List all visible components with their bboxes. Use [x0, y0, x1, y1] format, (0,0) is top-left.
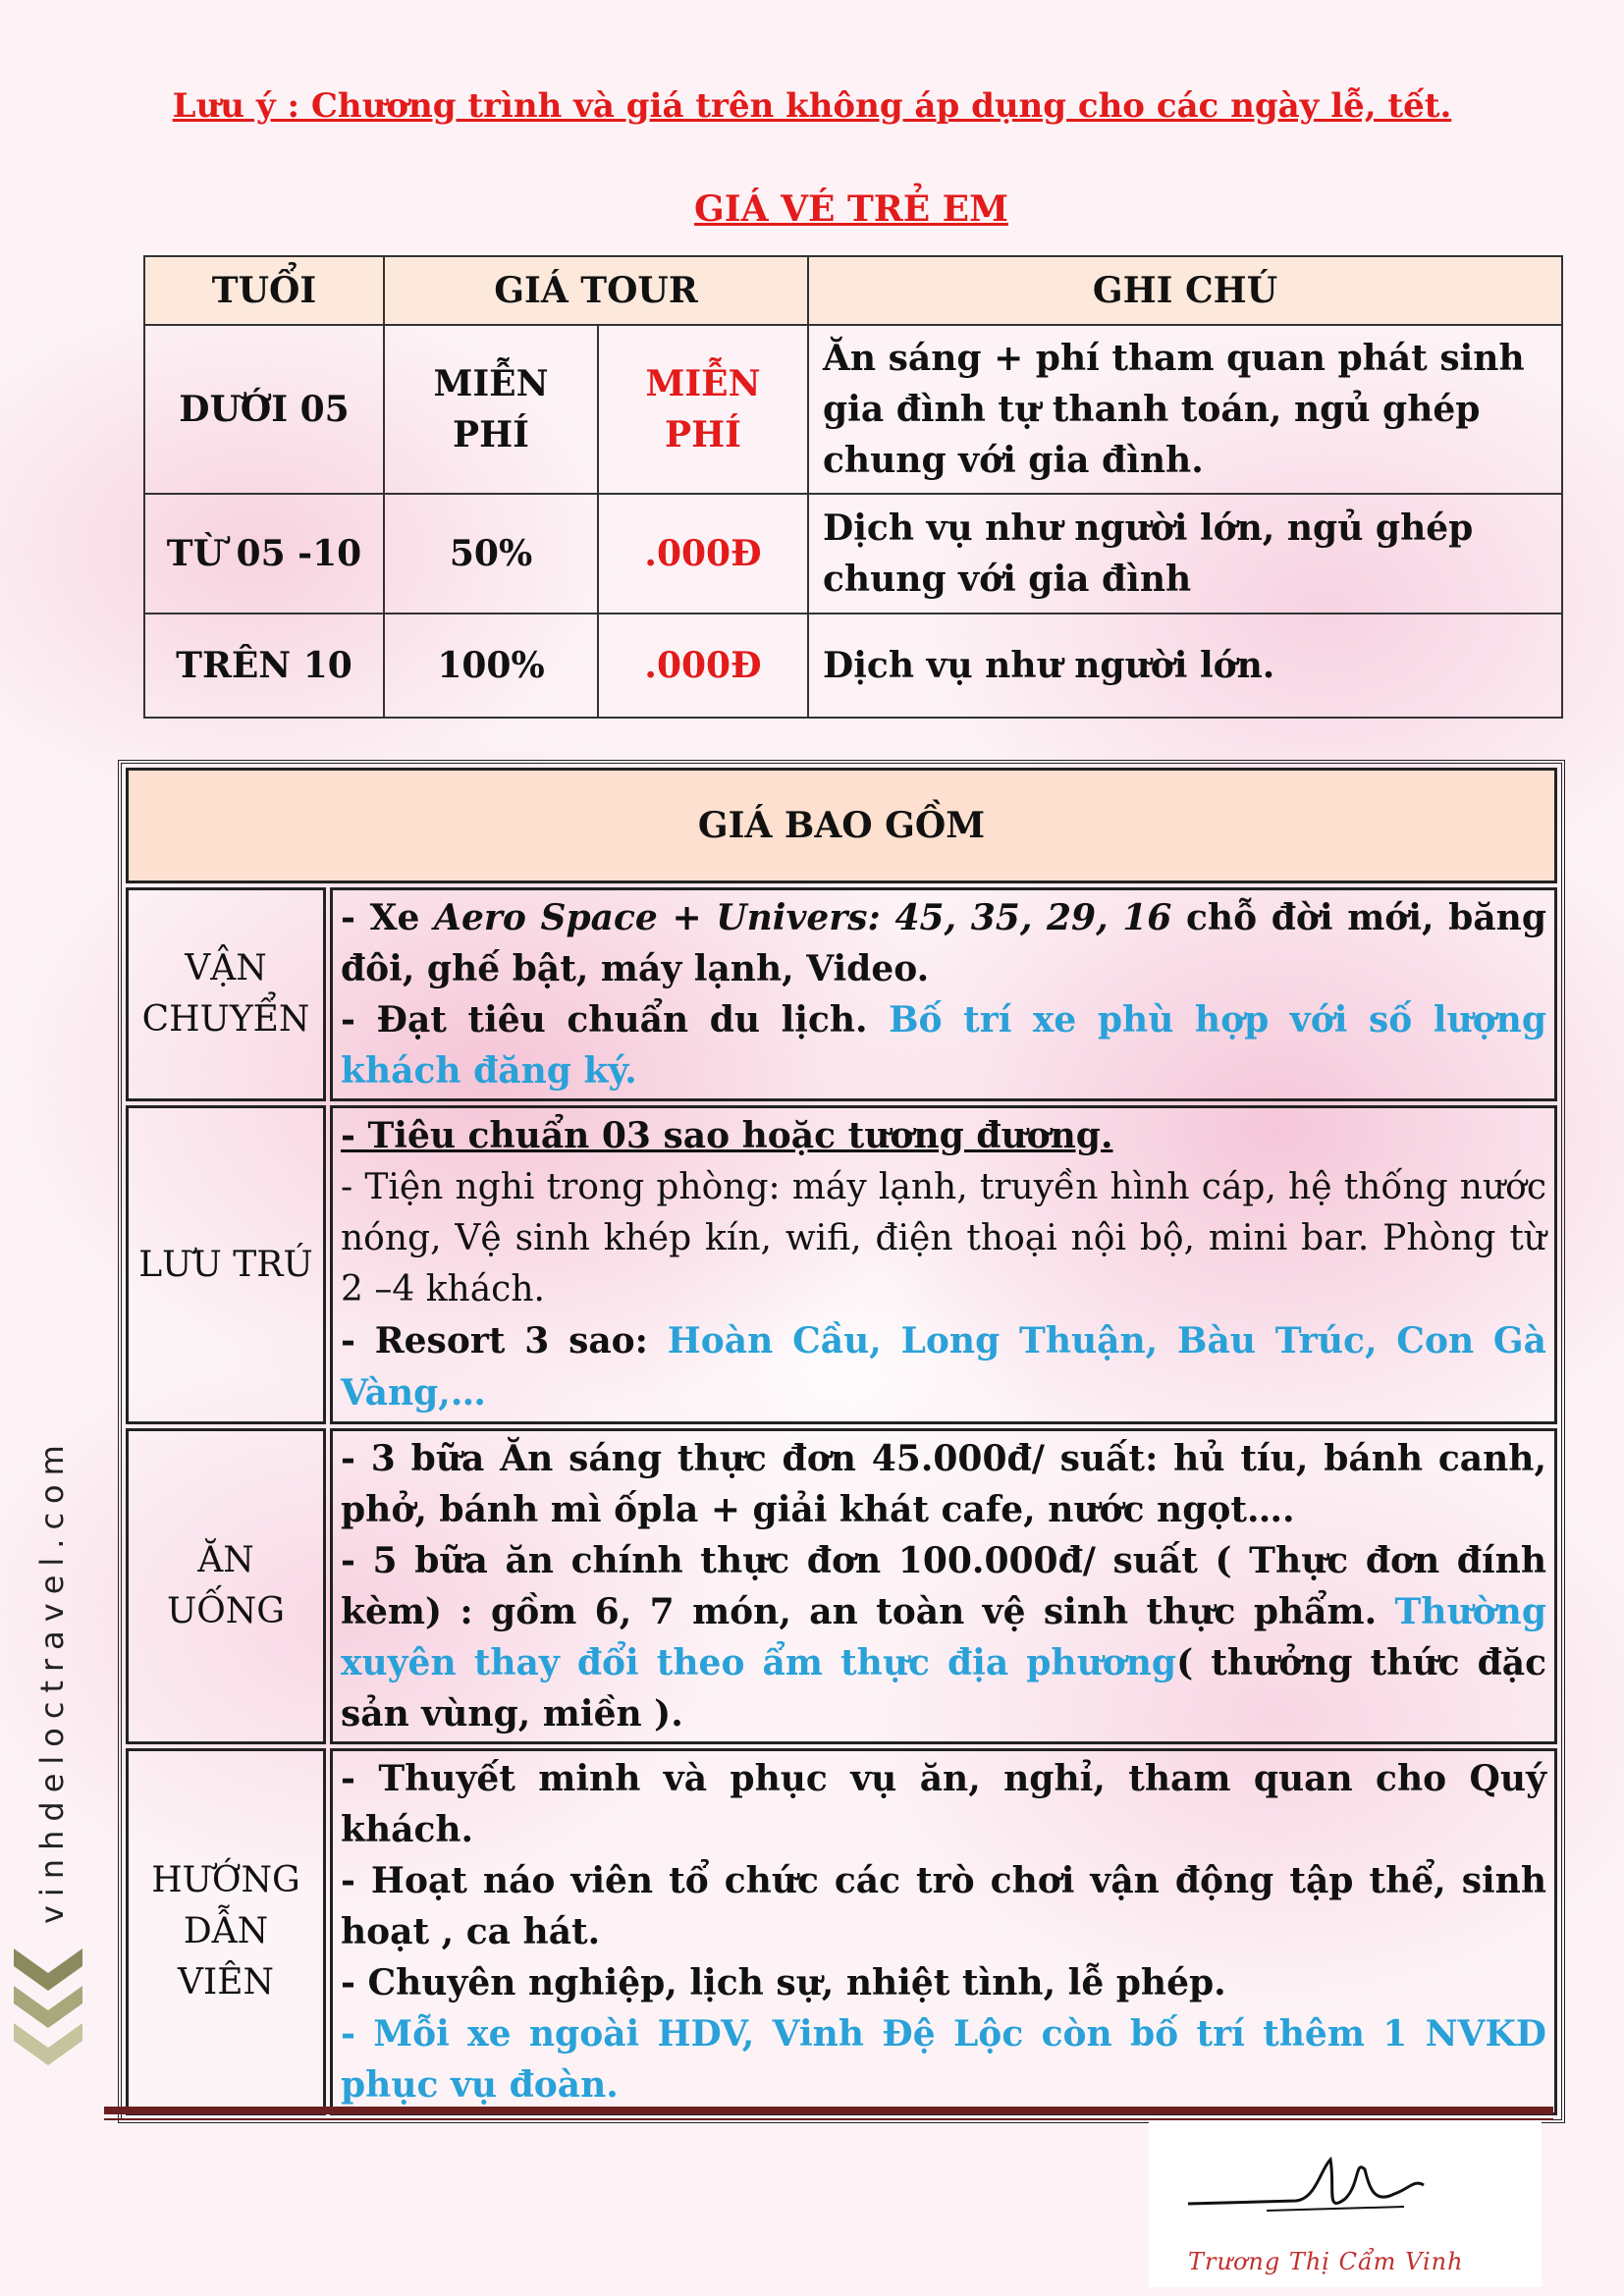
- guide-row: [126, 1748, 1557, 2115]
- lodging-label: [126, 1105, 326, 1424]
- lodging-standard: - Tiêu chuẩn 03 sao hoặc tương đương.: [341, 1115, 1113, 1156]
- footer-rule: [104, 2107, 1553, 2114]
- child-price-table: [143, 255, 1563, 719]
- price-cell: .000Đ: [598, 614, 808, 718]
- meals-content: [330, 1428, 1557, 1744]
- table-header-row: [144, 256, 1562, 325]
- meals-main-end: ( thưởng thức đặc sản vùng, miền ).: [341, 1642, 1546, 1735]
- guide-label-line: HƯỚNG: [151, 1860, 300, 1900]
- guide-item: - Chuyên nghiệp, lịch sự, nhiệt tình, lễ phép.: [341, 1962, 1226, 2003]
- transport-label-line: VẬN: [185, 948, 267, 988]
- header-age: TUỔI: [144, 256, 384, 325]
- signature-icon: [1149, 2120, 1542, 2248]
- meals-label-line: UỐNG: [166, 1591, 286, 1631]
- child-price-title: GIÁ VÉ TRẺ EM: [694, 188, 1008, 230]
- transport-label: [126, 887, 326, 1101]
- table-row: [144, 325, 1562, 494]
- chevron-decoration-icon: [14, 1939, 82, 2076]
- table-row: [144, 614, 1562, 718]
- rate-cell: 100%: [384, 614, 598, 718]
- guide-label: [126, 1748, 326, 2115]
- guide-label-line: DẪN: [183, 1911, 269, 1951]
- rate-cell: 50%: [384, 494, 598, 614]
- transport-text: chỗ đời mới, băng đôi, ghế bật, máy lạnh, Video.: [341, 897, 1546, 989]
- lodging-content: [330, 1105, 1557, 1424]
- meals-label: [126, 1428, 326, 1744]
- transport-text: - Xe: [341, 897, 435, 938]
- guide-item: - Hoạt náo viên tổ chức các trò chơi vận động tập thể, sinh hoạt , ca hát.: [341, 1860, 1546, 1952]
- transport-text: - Đạt tiêu chuẩn du lịch.: [341, 999, 890, 1041]
- guide-content: [330, 1748, 1557, 2115]
- lodging-label-text: LƯU TRÚ: [138, 1244, 313, 1285]
- rate-cell: MIỄN PHÍ: [384, 325, 598, 494]
- lodging-resort-list: Hoàn Cầu, Long Thuận, Bàu Trúc, Con Gà Vàng,…: [341, 1320, 1547, 1414]
- signature-name: Trương Thị Cẩm Vinh: [1188, 2248, 1464, 2275]
- guide-item: - Thuyết minh và phục vụ ăn, nghỉ, tham quan cho Quý khách.: [341, 1758, 1546, 1850]
- age-cell: DƯỚI 05: [144, 325, 384, 494]
- note-cell: Dịch vụ như người lớn, ngủ ghép chung với gia đình: [808, 494, 1562, 614]
- age-cell: TRÊN 10: [144, 614, 384, 718]
- meals-label-line: ĂN: [197, 1540, 254, 1580]
- meals-breakfast: - 3 bữa Ăn sáng thực đơn 45.000đ/ suất: hủ tíu, bánh canh, phở, bánh mì ốpla + giải khát cafe, nước ngọt….: [341, 1438, 1546, 1530]
- lodging-resort-label: - Resort 3 sao:: [341, 1320, 668, 1362]
- table-row: [144, 494, 1562, 614]
- guide-label-line: VIÊN: [178, 1962, 274, 2002]
- transport-label-line: CHUYỂN: [141, 999, 310, 1040]
- guide-highlight: - Mỗi xe ngoài HDV, Vinh Đệ Lộc còn bố trí thêm 1 NVKD phục vụ đoàn.: [341, 2013, 1546, 2106]
- header-tour-price: GIÁ TOUR: [384, 256, 808, 325]
- transport-vehicle-models: Aero Space + Univers: 45, 35, 29, 16: [434, 897, 1172, 938]
- includes-title: GIÁ BAO GỒM: [126, 768, 1557, 883]
- meals-row: [126, 1428, 1557, 1744]
- price-cell: .000Đ: [598, 494, 808, 614]
- meals-highlight: Thường xuyên thay đổi theo ẩm thực địa phương: [341, 1591, 1546, 1683]
- lodging-row: [126, 1105, 1557, 1424]
- side-website-url: vinhdeloctravel.com: [33, 1436, 71, 1924]
- lodging-amenities: - Tiện nghi trong phòng: máy lạnh, truyền hình cáp, hệ thống nước nóng, Vệ sinh khép kín, wifi, điện thoại nội bộ, mini bar. Phòng từ 2 –4 khách.: [341, 1167, 1546, 1309]
- meals-main: - 5 bữa ăn chính thực đơn 100.000đ/ suất ( Thực đơn đính kèm) : gồm 6, 7 món, an toàn vệ sinh thực phẩm.: [341, 1540, 1546, 1632]
- price-includes-table: [118, 760, 1565, 2123]
- transport-row: [126, 887, 1557, 1101]
- price-cell: MIỄN PHÍ: [598, 325, 808, 494]
- transport-highlight: Bố trí xe phù hợp với số lượng khách đăng ký.: [341, 999, 1546, 1092]
- note-cell: Ăn sáng + phí tham quan phát sinh gia đình tự thanh toán, ngủ ghép chung với gia đình.: [808, 325, 1562, 494]
- note-cell: Dịch vụ như người lớn.: [808, 614, 1562, 718]
- age-cell: TỪ 05 -10: [144, 494, 384, 614]
- transport-content: [330, 887, 1557, 1101]
- header-note: GHI CHÚ: [808, 256, 1562, 325]
- holiday-notice: Lưu ý : Chương trình và giá trên không áp dụng cho các ngày lễ, tết.: [172, 86, 1452, 126]
